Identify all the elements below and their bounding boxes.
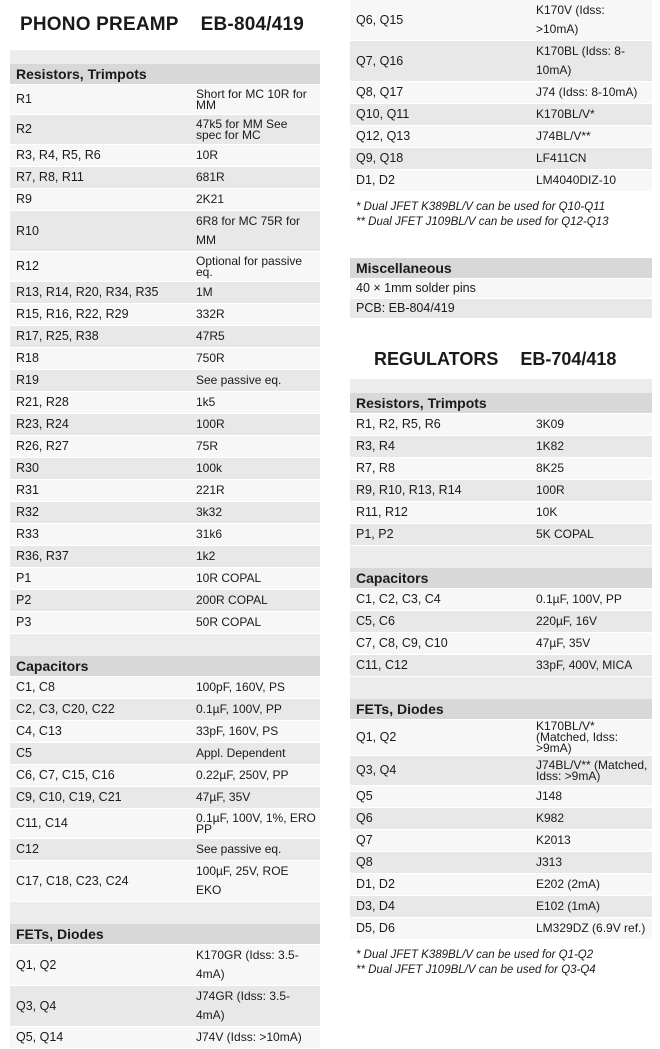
table-row [350, 480, 652, 502]
table-row [10, 348, 320, 370]
part-value: 1k5 [196, 395, 216, 409]
part-reference: C6, C7, C15, C16 [16, 768, 115, 782]
table-row [350, 502, 652, 524]
table-row [10, 304, 320, 326]
part-value: 332R [196, 307, 225, 321]
part-value: LM4040DIZ-10 [536, 173, 617, 187]
part-value: 100pF, 160V, PS [196, 680, 285, 694]
part-reference: R33 [16, 527, 39, 541]
table-row [350, 104, 652, 126]
part-reference: Q1, Q2 [16, 957, 57, 972]
part-value: 47µF, 35V [536, 636, 591, 650]
part-value: 10R [196, 148, 219, 162]
part-value: LF411CN [536, 151, 587, 165]
table-row [350, 82, 652, 104]
preamp-column [10, 0, 320, 1049]
part-value: 100R [196, 417, 225, 431]
band-divider [350, 546, 652, 568]
table-row [10, 546, 320, 568]
part-reference: Q5, Q14 [16, 1030, 64, 1044]
table-row [350, 458, 652, 480]
table-row [350, 148, 652, 170]
part-reference: D3, D4 [356, 899, 395, 913]
band-divider [10, 50, 320, 64]
table-row [350, 896, 652, 918]
table-row [350, 414, 652, 436]
table-row [350, 756, 652, 786]
part-value: J148 [536, 789, 563, 803]
part-reference: R18 [16, 351, 39, 365]
part-value: 100µF, 25V, ROE EKO [196, 864, 289, 897]
part-reference: R19 [16, 373, 39, 387]
table-row [10, 839, 320, 861]
regulators-title [350, 339, 652, 379]
table-row [350, 611, 652, 633]
band-divider [10, 902, 320, 924]
part-reference: C7, C8, C9, C10 [356, 636, 448, 650]
table-row [10, 145, 320, 167]
reg-fets-table [350, 720, 652, 940]
table-row [10, 568, 320, 590]
table-row [10, 1027, 320, 1049]
part-reference: R11, R12 [356, 505, 408, 519]
footnote: ** Dual JFET J109BL/V can be used for Q12-Q13 [356, 216, 609, 228]
part-value: 47µF, 35V [196, 790, 251, 804]
table-row [10, 326, 320, 348]
part-reference: Q1, Q2 [356, 730, 397, 744]
part-reference: P1, P2 [356, 527, 394, 541]
part-reference: R9, R10, R13, R14 [356, 483, 462, 497]
part-reference: C4, C13 [16, 724, 62, 738]
part-value: 750R [196, 351, 225, 365]
part-value: 100R [536, 483, 565, 497]
table-row [10, 524, 320, 546]
reg-resistors-table [350, 414, 652, 546]
part-value: See passive eq. [196, 373, 282, 387]
part-reference: Q5 [356, 789, 373, 803]
part-reference: R26, R27 [16, 439, 69, 453]
part-reference: R21, R28 [16, 395, 69, 409]
part-value: 47k5 for MM See spec for MC [196, 116, 288, 142]
part-value: K170BL/V* (Matched, Idss: >9mA) [536, 719, 619, 755]
misc-line [350, 299, 652, 319]
part-reference: R13, R14, R20, R34, R35 [16, 285, 159, 299]
part-value: Appl. Dependent [196, 746, 286, 760]
table-row [350, 41, 652, 82]
part-reference: P1 [16, 571, 32, 585]
part-reference: Q7, Q16 [356, 53, 404, 68]
part-reference: R3, R4, R5, R6 [16, 148, 101, 162]
part-value: J74 (Idss: 8-10mA) [536, 85, 638, 99]
reg-resistors-heading: Resistors, Trimpots [350, 393, 652, 414]
part-value: J74GR (Idss: 3.5-4mA) [196, 989, 291, 1022]
part-reference: R7, R8 [356, 461, 395, 475]
part-reference: R32 [16, 505, 39, 519]
part-reference: C1, C2, C3, C4 [356, 592, 441, 606]
table-row [350, 0, 652, 41]
part-value: 1k2 [196, 549, 216, 563]
part-reference: R36, R37 [16, 549, 69, 563]
table-row [350, 170, 652, 192]
table-row [10, 945, 320, 986]
part-value: 8K25 [536, 461, 565, 475]
part-reference: C2, C3, C20, C22 [16, 702, 115, 716]
part-reference: P3 [16, 615, 32, 629]
misc-line-text: PCB: EB-804/419 [356, 301, 455, 315]
preamp-resistors-table [10, 85, 320, 634]
part-reference: Q7 [356, 833, 373, 847]
part-value: 1M [196, 285, 213, 299]
preamp-title-name: PHONO PREAMP [20, 14, 179, 35]
table-row [10, 480, 320, 502]
part-value: 0.1µF, 100V, PP [536, 592, 622, 606]
part-reference: C12 [16, 842, 39, 856]
table-row [10, 282, 320, 304]
part-value: K2013 [536, 833, 571, 847]
part-value: Optional for passive eq. [196, 253, 303, 279]
table-row [10, 861, 320, 902]
part-value: See passive eq. [196, 842, 282, 856]
part-value: 5K COPAL [536, 527, 594, 541]
table-row [10, 252, 320, 282]
part-reference: D1, D2 [356, 877, 395, 891]
part-value: 3k32 [196, 505, 223, 519]
table-row [10, 414, 320, 436]
part-value: 1K82 [536, 439, 565, 453]
table-row [350, 852, 652, 874]
table-row [350, 436, 652, 458]
table-row [10, 392, 320, 414]
part-reference: Q8 [356, 855, 373, 869]
part-reference: Q12, Q13 [356, 129, 411, 143]
regulators-title-code: EB-704/418 [520, 349, 617, 369]
part-value: Short for MC 10R for MM [196, 86, 307, 112]
preamp-title-code: EB-804/419 [200, 14, 305, 35]
part-reference: R2 [16, 122, 32, 136]
table-row [350, 633, 652, 655]
part-value: J74BL/V** [536, 129, 591, 143]
preamp-title [10, 0, 320, 50]
part-reference: C1, C8 [16, 680, 55, 694]
table-row [10, 167, 320, 189]
part-reference: C5 [16, 746, 32, 760]
part-value: 33pF, 400V, MICA [536, 658, 633, 672]
table-row [10, 211, 320, 252]
part-value: 220µF, 16V [536, 614, 597, 628]
part-value: 31k6 [196, 527, 223, 541]
table-row [350, 786, 652, 808]
part-value: 0.22µF, 250V, PP [196, 768, 289, 782]
part-reference: Q3, Q4 [16, 998, 57, 1013]
part-value: 10K [536, 505, 558, 519]
band-divider [10, 634, 320, 656]
preamp-fets-heading: FETs, Diodes [10, 924, 320, 945]
part-reference: R1, R2, R5, R6 [356, 417, 441, 431]
reg-fets-heading: FETs, Diodes [350, 699, 652, 720]
reg-capacitors-heading: Capacitors [350, 568, 652, 589]
part-reference: R15, R16, R22, R29 [16, 307, 129, 321]
regulators-column [350, 0, 652, 986]
reg-capacitors-table [350, 589, 652, 677]
misc-line-text: 40 × 1mm solder pins [356, 281, 476, 295]
table-row [10, 189, 320, 211]
table-row [10, 115, 320, 145]
table-row [10, 370, 320, 392]
part-reference: P2 [16, 593, 32, 607]
part-value: 75R [196, 439, 219, 453]
part-reference: C17, C18, C23, C24 [16, 873, 129, 888]
band-divider [350, 677, 652, 699]
part-reference: Q3, Q4 [356, 763, 397, 777]
table-row [10, 743, 320, 765]
preamp-fets-table-left [10, 945, 320, 1049]
part-reference: R9 [16, 192, 32, 206]
part-value: E102 (1mA) [536, 899, 601, 913]
part-value: K982 [536, 811, 565, 825]
footnote: * Dual JFET K389BL/V can be used for Q10-Q11 [356, 201, 606, 213]
preamp-notes [350, 192, 652, 238]
table-row [10, 765, 320, 787]
part-reference: R17, R25, R38 [16, 329, 99, 343]
part-reference: R12 [16, 259, 39, 273]
table-row [10, 809, 320, 839]
part-reference: Q9, Q18 [356, 151, 404, 165]
part-reference: Q8, Q17 [356, 85, 404, 99]
table-row [10, 677, 320, 699]
table-row [10, 458, 320, 480]
band-divider [350, 379, 652, 393]
part-value: 0.1µF, 100V, PP [196, 702, 282, 716]
regulators-title-name: REGULATORS [374, 349, 499, 369]
part-value: E202 (2mA) [536, 877, 601, 891]
part-value: 100k [196, 461, 223, 475]
part-reference: Q6, Q15 [356, 12, 404, 27]
table-row [350, 918, 652, 940]
preamp-resistors-heading: Resistors, Trimpots [10, 64, 320, 85]
part-value: 681R [196, 170, 225, 184]
part-value: J74V (Idss: >10mA) [196, 1030, 302, 1044]
part-value: 47R5 [196, 329, 225, 343]
table-row [10, 436, 320, 458]
part-value: J313 [536, 855, 563, 869]
preamp-capacitors-table [10, 677, 320, 902]
table-row [350, 524, 652, 546]
part-reference: Q10, Q11 [356, 107, 410, 121]
part-value: K170BL (Idss: 8-10mA) [536, 44, 625, 77]
misc-line [350, 279, 652, 299]
part-reference: C5, C6 [356, 614, 395, 628]
table-row [350, 808, 652, 830]
part-value: 10R COPAL [196, 571, 262, 585]
part-reference: R30 [16, 461, 39, 475]
part-value: LM329DZ (6.9V ref.) [536, 921, 646, 935]
table-row [350, 874, 652, 896]
part-value: 50R COPAL [196, 615, 262, 629]
table-row [350, 720, 652, 756]
footnote: ** Dual JFET J109BL/V can be used for Q3-Q4 [356, 964, 596, 976]
table-row [10, 699, 320, 721]
footnote: * Dual JFET K389BL/V can be used for Q1-Q2 [356, 949, 594, 961]
table-row [10, 986, 320, 1027]
part-reference: R10 [16, 223, 39, 238]
part-reference: C11, C12 [356, 658, 408, 672]
part-value: K170BL/V* [536, 107, 595, 121]
part-value: K170V (Idss: >10mA) [536, 3, 605, 36]
table-row [10, 590, 320, 612]
table-row [10, 787, 320, 809]
part-reference: R31 [16, 483, 39, 497]
part-value: 33pF, 160V, PS [196, 724, 279, 738]
table-row [350, 126, 652, 148]
part-reference: Q6 [356, 811, 373, 825]
part-reference: D1, D2 [356, 173, 395, 187]
part-value: 200R COPAL [196, 593, 268, 607]
part-value: 3K09 [536, 417, 565, 431]
table-row [350, 589, 652, 611]
preamp-capacitors-heading: Capacitors [10, 656, 320, 677]
table-row [350, 655, 652, 677]
part-value: J74BL/V** (Matched, Idss: >9mA) [536, 757, 648, 783]
part-reference: C9, C10, C19, C21 [16, 790, 122, 804]
regulators-notes [350, 940, 652, 986]
table-row [350, 830, 652, 852]
table-row [10, 85, 320, 115]
part-value: 2K21 [196, 192, 225, 206]
part-value: 0.1µF, 100V, 1%, ERO PP [196, 810, 316, 836]
part-value: K170GR (Idss: 3.5-4mA) [196, 948, 299, 981]
table-row [10, 502, 320, 524]
part-reference: R1 [16, 92, 32, 106]
table-row [10, 612, 320, 634]
part-reference: D5, D6 [356, 921, 395, 935]
misc-heading: Miscellaneous [350, 258, 652, 279]
table-row [10, 721, 320, 743]
part-reference: R7, R8, R11 [16, 170, 84, 184]
part-reference: C11, C14 [16, 816, 68, 830]
part-reference: R3, R4 [356, 439, 395, 453]
part-value: 221R [196, 483, 225, 497]
part-value: 6R8 for MC 75R for MM [196, 214, 301, 247]
preamp-fets-table-right [350, 0, 652, 192]
part-reference: R23, R24 [16, 417, 69, 431]
